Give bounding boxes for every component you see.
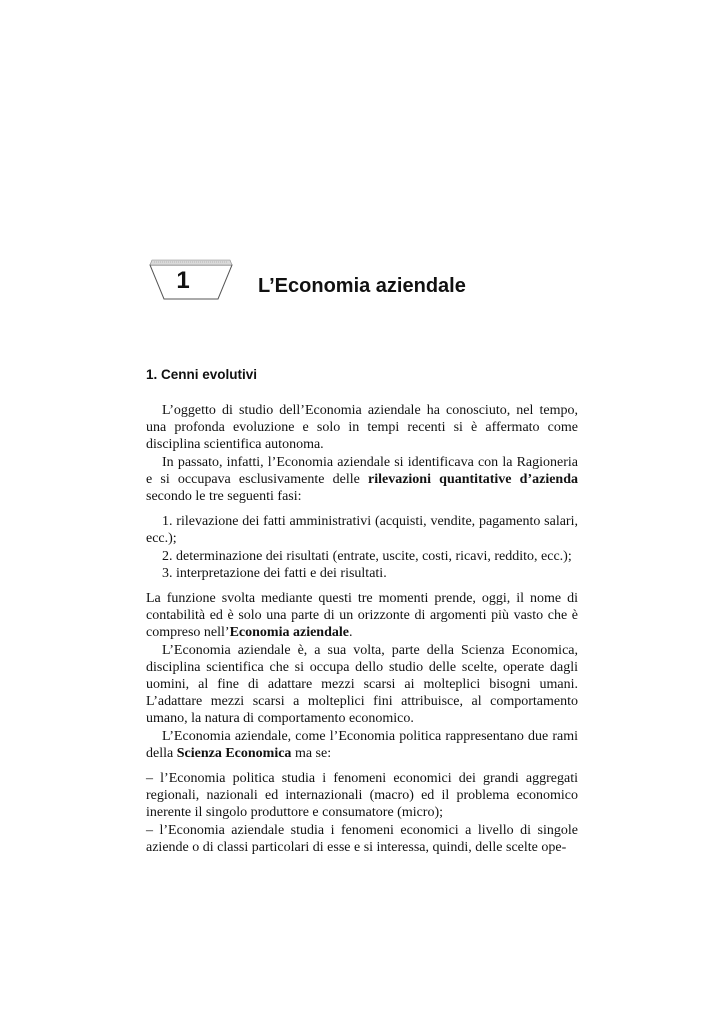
chapter-number: 1 bbox=[176, 267, 190, 294]
paragraph bbox=[146, 728, 578, 762]
dash-list-item: – l’Economia aziendale studia i fenomeni economici a livello di singole aziende o di classi particolari di esse e si interessa, quindi, delle scelte ope- bbox=[146, 822, 578, 855]
text-run: L’Economia aziendale, come l’Economia politica rappresentano due rami della bbox=[146, 728, 578, 761]
dash-list-item: – l’Economia politica studia i fenomeni economici dei grandi aggregati regionali, nazionali ed internazionali (macro) ed il problema economico inerente il singolo produttore e consumatore (micro); bbox=[146, 771, 578, 821]
body-text bbox=[146, 402, 578, 856]
list-item: 1. rilevazione dei fatti amministrativi (acquisti, vendite, pagamento salari, ecc.); bbox=[146, 514, 578, 547]
paragraph bbox=[146, 454, 578, 506]
list-item: 3. interpretazione dei fatti e dei risultati. bbox=[162, 565, 387, 581]
chapter-title: L’Economia aziendale bbox=[258, 275, 466, 297]
text-run: ma se: bbox=[291, 745, 332, 761]
text-run: La funzione svolta mediante questi tre momenti prende, oggi, il nome di contabilità ed è solo una parte di un orizzonte di argomenti più vasto che è compreso nell’ bbox=[146, 591, 578, 641]
paragraph: L’Economia aziendale è, a sua volta, parte della Scienza Economica, disciplina scientifica che si occupa dello studio delle scelte, operate dagli uomini, al fine di adattare mezzi scarsi ai molteplici bisogni umani. L’adattare mezzi scarsi a molteplici fini attribuisce, al comportamento umano, la natura di comportamento economico. bbox=[146, 642, 578, 727]
paragraph: L’oggetto di studio dell’Economia aziendale ha conosciuto, nel tempo, una profonda evoluzione e solo in tempi recenti si è affermato come disciplina scientifica autonoma. bbox=[146, 403, 578, 453]
text-run: secondo le tre seguenti fasi: bbox=[146, 489, 302, 505]
bold-term: rilevazioni quantitative d’azienda bbox=[368, 471, 579, 487]
paragraph bbox=[146, 590, 578, 642]
list-item: 2. determinazione dei risultati (entrate, uscite, costi, ricavi, reddito, ecc.); bbox=[162, 548, 572, 564]
text-run: . bbox=[348, 625, 353, 641]
section-title: 1. Cenni evolutivi bbox=[146, 367, 258, 382]
bold-term: Scienza Economica bbox=[176, 745, 292, 761]
text-run: In passato, infatti, l’Economia aziendale si identificava con la Ragioneria e si occupava esclusivamente delle bbox=[146, 454, 578, 487]
bold-term: Economia aziendale bbox=[229, 625, 349, 641]
